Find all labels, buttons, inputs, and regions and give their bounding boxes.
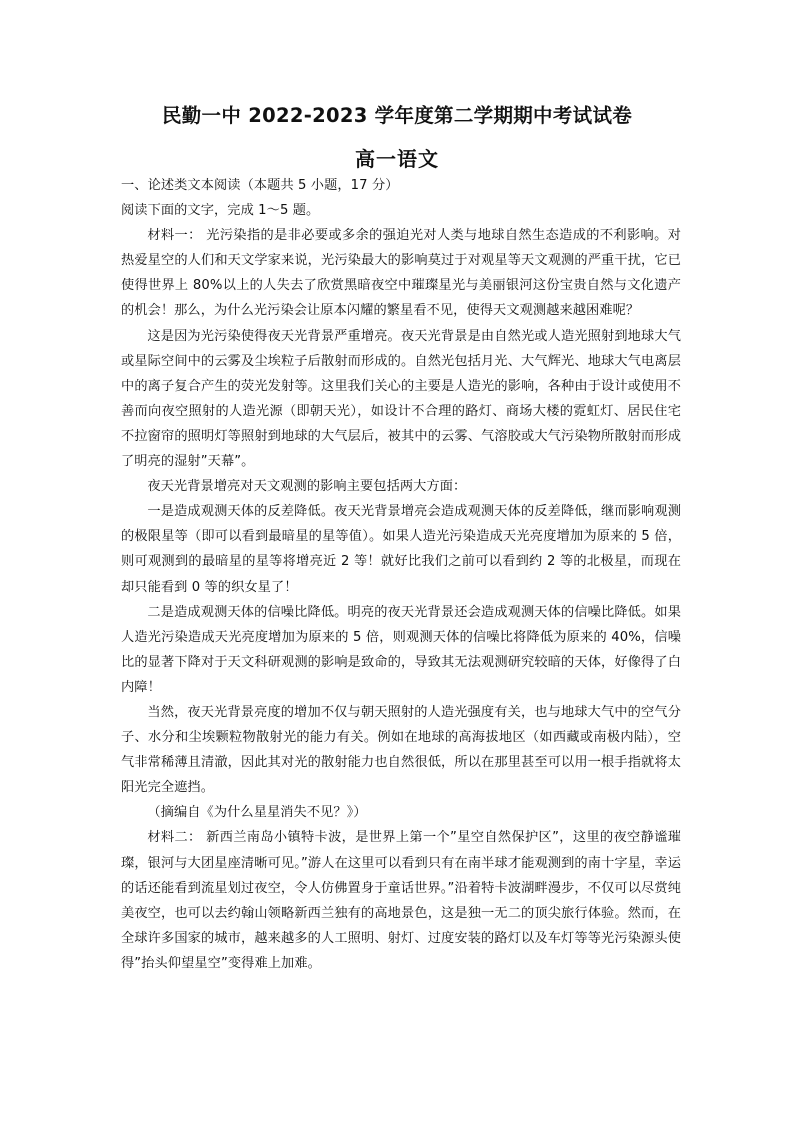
exam-title: 民勤一中 2022-2023 学年度第二学期期中考试试卷 [161,104,633,127]
paragraph-material-one: 材料一： 光污染指的是非必要或多余的强迫光对人类与地球自然生态造成的不利影响。对热爱星空的人们和天文学家来说，光污染最大的影响莫过于对观星等天文观测的严重干扰，它已使得世界上 80%以上的人失去了欣赏黑暗夜空中璀璨星光与美丽银河这份宝贵自然与文化遗产的机会！那么，为什么光污染会让原本闪耀的繁星看不见，使得天文观测越来越困难呢？ [121,228,681,319]
paragraph-sky-brightening: 这是因为光污染使得夜天光背景严重增亮。夜天光背景是由自然光或人造光照射到地球大气或星际空间中的云雾及尘埃粒子后散射而形成的。自然光包括月光、大气辉光、地球大气电离层中的离子复合产生的荧光发射等。这里我们关心的主要是人造光的影响，各种由于设计或使用不善而向夜空照射的人造光源（即朝天光），如设计不合理的路灯、商场大楼的霓虹灯、居民住宅不拉窗帘的照明灯等照射到地球的大气层后，被其中的云雾、气溶胶或大气污染物所散射而形成了明亮的湿射”天幕”。 [121,328,681,470]
paragraph-snr: 二是造成观测天体的信噪比降低。明亮的夜天光背景还会造成观测天体的信噪比降低。如果人造光污染造成天光亮度增加为原来的 5 倍，则观测天体的信噪比将降低为原来的 40%，信噪比的显著下降对于天文科研观测的影响是致命的，导致其无法观测研究较暗的天体，好像得了白内障！ [121,604,681,695]
subject-title: 高一语文 [355,147,439,171]
paragraph-two-aspects: 夜天光背景增亮对天文观测的影响主要包括两大方面： [147,479,467,495]
source-citation: （摘编自《为什么星星消失不见？》） [147,805,367,821]
passage-body [121,173,681,976]
reading-instruction: 阅读下面的文字，完成 1～5 题。 [121,203,320,219]
paragraph-atmosphere: 当然，夜天光背景亮度的增加不仅与朝天照射的人造光强度有关，也与地球大气中的空气分子、水分和尘埃颗粒物散射光的能力有关。例如在地球的高海拔地区（如西藏或南极内陆），空气非常稀薄且清澈，因此其对光的散射能力也自然很低，所以在那里甚至可以用一根手指就将太阳光完全遮挡。 [121,704,681,796]
paragraph-contrast: 一是造成观测天体的反差降低。夜天光背景增亮会造成观测天体的反差降低，继而影响观测的极限星等（即可以看到最暗星的星等值）。如果人造光污染造成天光亮度增加为原来的 5 倍，则可观测到的最暗星的星等将增亮近 2 等！就好比我们之前可以看到约 2 等的北极星，而现在却只能看到 0 等的织女星了！ [121,504,681,595]
paragraph-material-two: 材料二： 新西兰南岛小镇特卡波，是世界上第一个”星空自然保护区”，这里的夜空静谧璀璨，银河与大团星座清晰可见。”游人在这里可以看到只有在南半球才能观测到的南十字星，幸运的话还能看到流星划过夜空，令人仿佛置身于童话世界。”沿着特卡波湖畔漫步，不仅可以尽赏纯美夜空，也可以去约翰山领略新西兰独有的高地景色，这是独一无二的顶尖旅行体验。然而，在全球许多国家的城市，越来越多的人工照明、射灯、过度安装的路灯以及车灯等等光污染源头使得”抬头仰望星空”变得难上加难。 [121,830,681,971]
section-heading: 一、论述类文本阅读（本题共 5 小题，17 分） [121,178,399,193]
